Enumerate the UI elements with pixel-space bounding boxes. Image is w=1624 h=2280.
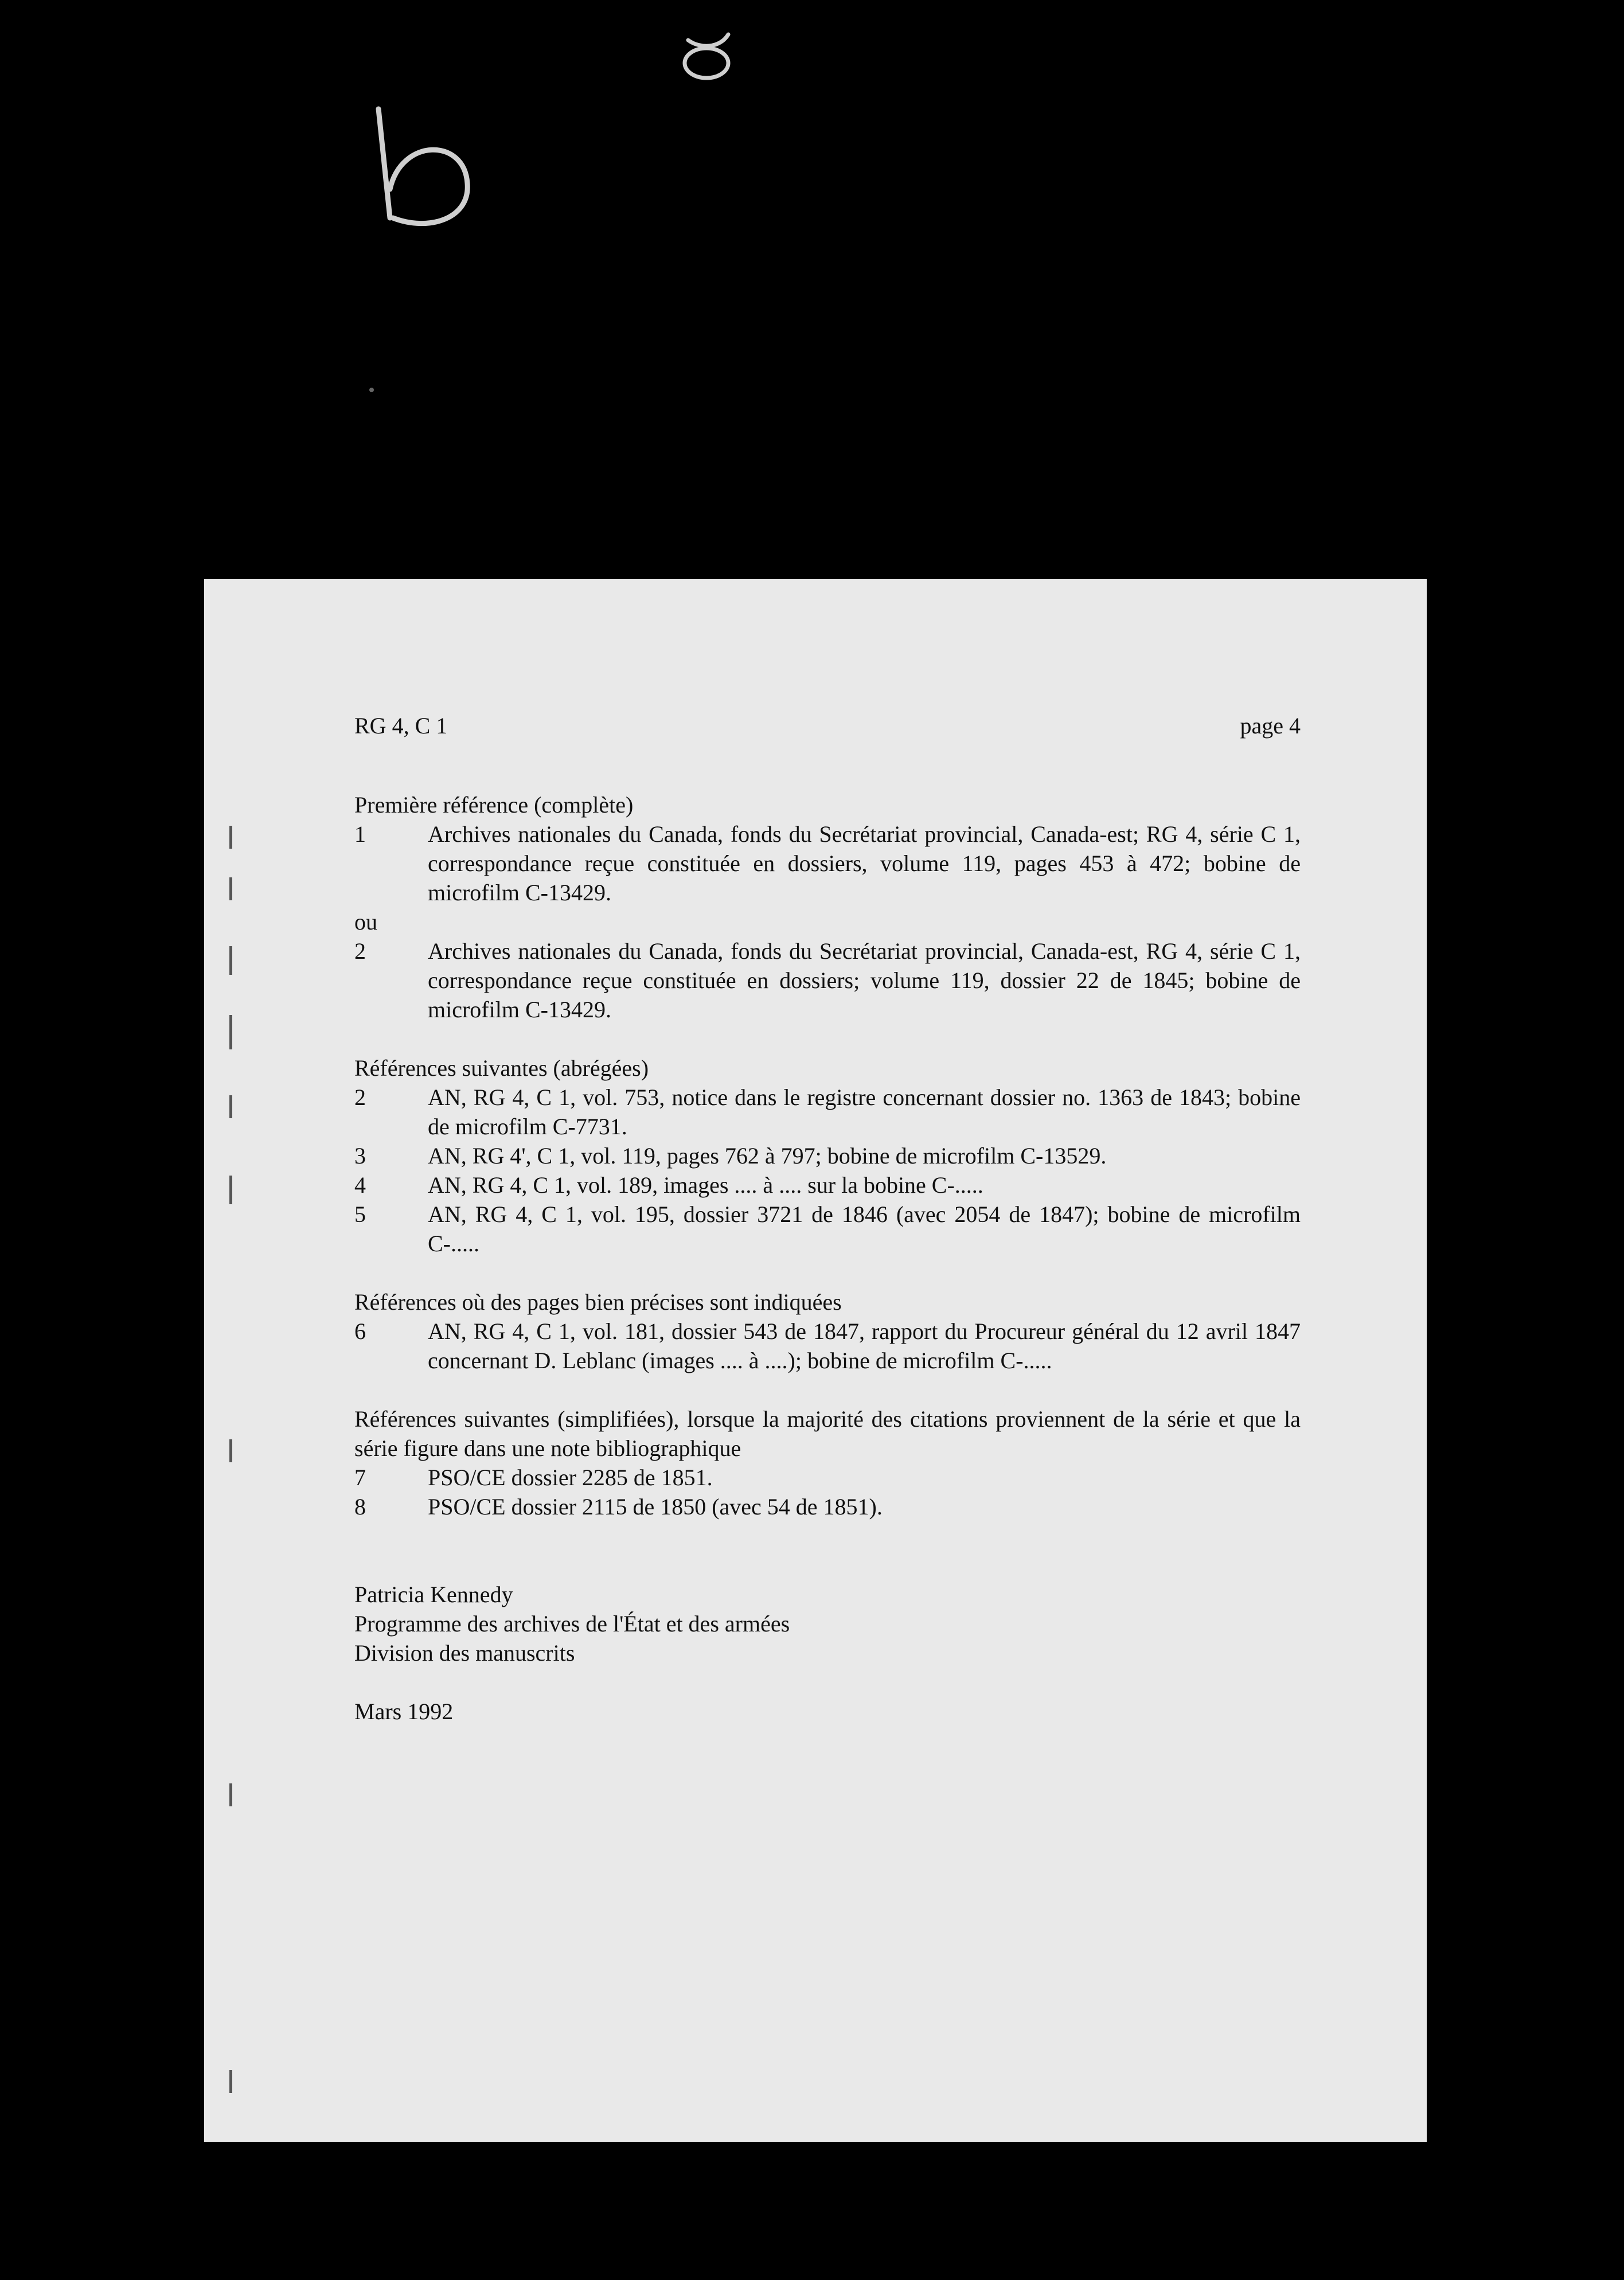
reference-entry [354, 1170, 1301, 1200]
entry-number: 8 [354, 1494, 366, 1520]
section-title-simplifiees: Références suivantes (simplifiées), lorsque la majorité des citations proviennent de la série et que la série figure dans une note bibliographique [354, 1406, 1301, 1461]
entry-text: AN, RG 4, C 1, vol. 195, dossier 3721 de 1846 (avec 2054 de 1847); bobine de microfilm C-..... [428, 1201, 1301, 1256]
document-body [354, 711, 1301, 1726]
entry-number: 7 [354, 1465, 366, 1490]
entry-number: 5 [354, 1201, 366, 1227]
reference-entry [354, 1492, 1301, 1521]
author-name: Patricia Kennedy [354, 1582, 513, 1607]
entry-number: 2 [354, 1084, 366, 1110]
author-program: Programme des archives de l'État et des armées [354, 1611, 790, 1637]
document-page [204, 579, 1427, 2142]
entry-text: AN, RG 4, C 1, vol. 189, images .... à .... sur la bobine C-..... [428, 1172, 983, 1198]
entry-text: PSO/CE dossier 2285 de 1851. [428, 1465, 713, 1490]
series-reference: RG 4, C 1 [354, 713, 448, 739]
section-title-precises: Références où des pages bien précises sont indiquées [354, 1289, 842, 1315]
page-header [354, 711, 1301, 745]
signature-block [354, 1580, 1301, 1726]
reference-entry [354, 819, 1301, 907]
margin-mark [229, 1783, 232, 1806]
margin-mark [229, 2070, 232, 2093]
margin-mark [229, 1176, 232, 1204]
entry-text: AN, RG 4, C 1, vol. 181, dossier 543 de 1847, rapport du Procureur général du 12 avril 1847 concernant D. Leblanc (images .... à ....); bobine de microfilm C-..... [428, 1318, 1301, 1373]
margin-mark [229, 1095, 232, 1118]
handwritten-8-mark [665, 17, 751, 86]
margin-mark [229, 877, 232, 900]
entry-text: AN, RG 4', C 1, vol. 119, pages 762 à 797; bobine de microfilm C-13529. [428, 1143, 1107, 1169]
handwritten-b-mark [367, 103, 482, 241]
entry-text: PSO/CE dossier 2115 de 1850 (avec 54 de 1851). [428, 1494, 883, 1520]
entry-text: Archives nationales du Canada, fonds du Secrétariat provincial, Canada-est; RG 4, série C 1, correspondance reçue constituée en dossiers, volume 119, pages 453 à 472; bobine de microfilm C-13429. [428, 821, 1301, 905]
margin-mark [229, 1015, 232, 1049]
reference-entry [354, 1200, 1301, 1258]
margin-mark [229, 826, 232, 849]
document-date: Mars 1992 [354, 1699, 454, 1724]
separator-ou: ou [354, 909, 377, 935]
entry-text: Archives nationales du Canada, fonds du Secrétariat provincial, Canada-est, RG 4, série C 1, correspondance reçue constituée en dossiers; volume 119, dossier 22 de 1845; bobine de microfilm C-13429. [428, 938, 1301, 1022]
section-title-suivantes: Références suivantes (abrégées) [354, 1055, 649, 1081]
entry-number: 6 [354, 1318, 366, 1344]
page-number: page 4 [1240, 713, 1301, 739]
reference-entry [354, 1141, 1301, 1170]
entry-number: 1 [354, 821, 366, 847]
reference-entry [354, 1317, 1301, 1375]
margin-mark [229, 1439, 232, 1462]
reference-entry [354, 1463, 1301, 1492]
entry-text: AN, RG 4, C 1, vol. 753, notice dans le registre concernant dossier no. 1363 de 1843; bobine de microfilm C-7731. [428, 1084, 1301, 1139]
section-title-premiere: Première référence (complète) [354, 792, 634, 818]
margin-mark [229, 946, 232, 975]
reference-entry [354, 1083, 1301, 1141]
entry-number: 2 [354, 938, 366, 964]
film-speck [369, 388, 374, 392]
author-division: Division des manuscrits [354, 1640, 575, 1666]
entry-number: 3 [354, 1143, 366, 1169]
entry-number: 4 [354, 1172, 366, 1198]
reference-entry [354, 936, 1301, 1024]
